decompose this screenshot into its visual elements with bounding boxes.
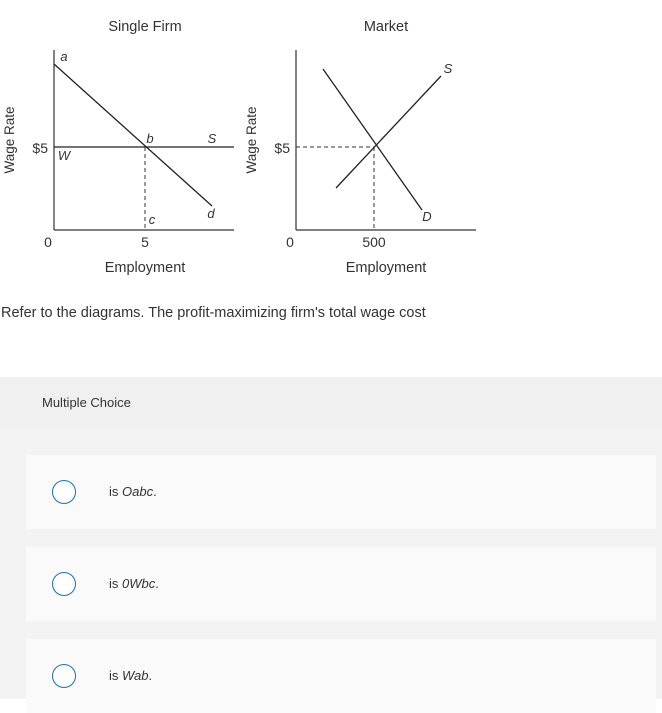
single-firm-demand-line (54, 64, 212, 206)
multiple-choice-label: Multiple Choice (42, 395, 131, 410)
question-text: Refer to the diagrams. The profit-maximizing firm's total wage cost (1, 305, 426, 321)
single-firm-title: Single Firm (108, 19, 182, 35)
point-label-d: d (207, 206, 215, 221)
single-firm-y-tick: $5 (32, 140, 48, 156)
option-1[interactable] (26, 455, 656, 529)
market-x-tick-500: 500 (362, 234, 386, 250)
radio-button-icon[interactable] (52, 664, 76, 688)
option-1-text: is Oabc. (109, 484, 157, 499)
option-3[interactable] (26, 639, 656, 713)
radio-button-icon[interactable] (52, 572, 76, 596)
options-area (0, 427, 662, 699)
single-firm-supply-label: S (207, 131, 217, 146)
market-demand-line (323, 69, 422, 210)
market-xlabel: Employment (345, 260, 427, 276)
market-ylabel: Wage Rate (244, 106, 259, 174)
point-label-c: c (148, 212, 156, 227)
market-y-tick: $5 (274, 140, 290, 156)
market-chart (244, 19, 476, 276)
point-label-a: a (60, 49, 68, 64)
market-supply-line (336, 76, 441, 188)
option-2-text: is 0Wbc. (109, 576, 159, 591)
option-2[interactable] (26, 547, 656, 621)
option-3-text: is Wab. (109, 668, 153, 683)
market-demand-label: D (422, 209, 432, 224)
market-x-tick-0: 0 (286, 234, 294, 250)
single-firm-x-tick-5: 5 (141, 234, 149, 250)
multiple-choice-header (0, 377, 662, 427)
point-label-b: b (146, 131, 154, 146)
single-firm-chart (2, 19, 234, 276)
diagrams-figure (0, 0, 662, 290)
single-firm-xlabel: Employment (104, 260, 186, 276)
market-supply-label: S (443, 61, 453, 76)
market-title: Market (363, 19, 409, 35)
single-firm-ylabel: Wage Rate (2, 106, 17, 174)
radio-button-icon[interactable] (52, 480, 76, 504)
single-firm-x-tick-0: 0 (44, 234, 52, 250)
point-label-w: W (57, 148, 71, 163)
